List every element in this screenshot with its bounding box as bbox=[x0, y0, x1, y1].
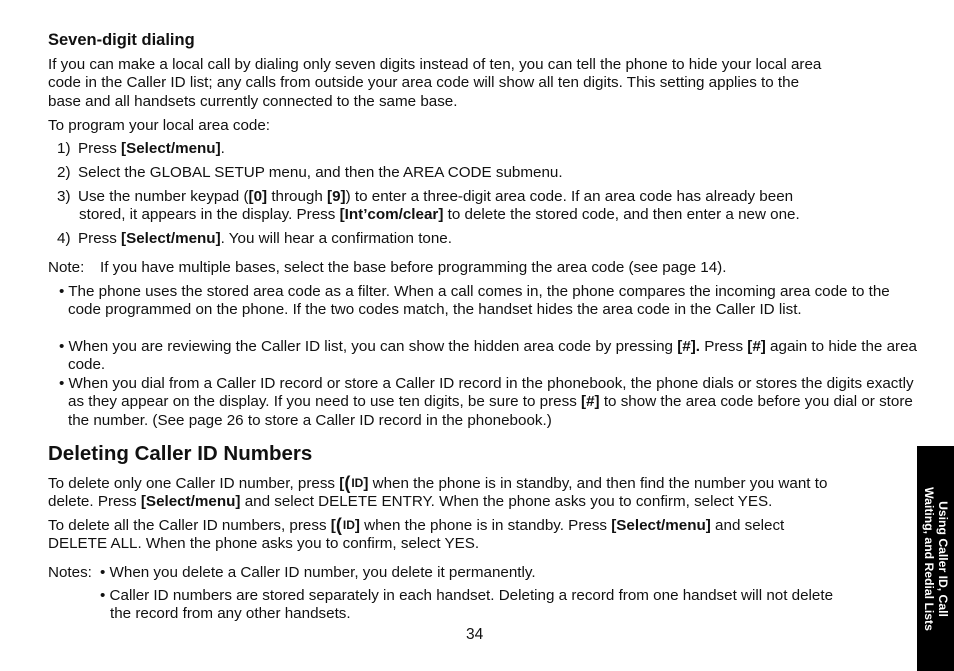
key-select-menu: [Select/menu] bbox=[121, 230, 221, 247]
step-number: 1) bbox=[57, 140, 71, 157]
note-label: Note: bbox=[48, 259, 85, 276]
key-pound: [#] bbox=[747, 338, 766, 355]
section-heading-seven-digit: Seven-digit dialing bbox=[48, 31, 195, 49]
note-text: If you have multiple bases, select the base before programming the area code (see page 14). bbox=[100, 259, 727, 276]
step-2 bbox=[57, 164, 907, 182]
id-key-label: ID bbox=[342, 518, 355, 532]
bullet-text: Press bbox=[700, 338, 748, 355]
section-heading-deleting: Deleting Caller ID Numbers bbox=[48, 442, 313, 465]
intro-line: If you can make a local call by dialing only seven digits instead of ten, you can tell the phone to hide your local area bbox=[48, 56, 822, 73]
step-text: through bbox=[267, 188, 328, 205]
bullet-item bbox=[59, 375, 918, 430]
note-text: • When you delete a Caller ID number, you delete it permanently. bbox=[100, 564, 536, 581]
paragraph-text: To delete all the Caller ID numbers, press bbox=[48, 517, 331, 535]
step-1 bbox=[57, 140, 907, 158]
key-pound: [#]. bbox=[677, 338, 700, 355]
program-lead: To program your local area code: bbox=[48, 117, 271, 134]
bullet-text: again to hide the area code. bbox=[68, 338, 917, 374]
bullet-text: to show the area code before you dial or store the number. (See page 26 to store a Caller ID record in the phonebook.) bbox=[68, 393, 913, 429]
step-3 bbox=[57, 188, 907, 225]
bullet-item bbox=[59, 338, 918, 375]
id-key-label: ID bbox=[351, 476, 364, 490]
step-text: ) to enter a three-digit area code. If an area code has already been bbox=[345, 188, 794, 205]
paragraph-text: delete. Press bbox=[48, 493, 141, 511]
key-select-menu: [Select/menu] bbox=[121, 140, 221, 157]
paragraph-text: and select DELETE ENTRY. When the phone asks you to confirm, select YES. bbox=[240, 493, 773, 511]
step-text: stored, it appears in the display. Press bbox=[79, 206, 340, 224]
paragraph-text: when the phone is in standby, and then find the number you want to bbox=[368, 475, 828, 493]
side-tab-label bbox=[922, 487, 950, 631]
step-text: Press bbox=[78, 140, 122, 157]
key-0: [0] bbox=[248, 188, 268, 205]
key-select-menu: [Select/menu] bbox=[611, 517, 711, 535]
key-intcom-clear: [Int’com/clear] bbox=[339, 206, 444, 224]
paragraph-text: and select bbox=[710, 517, 785, 535]
notes-item-2 bbox=[100, 587, 910, 624]
paragraph-text: DELETE ALL. When the phone asks you to confirm, select YES. bbox=[48, 535, 480, 553]
note-text: the record from any other handsets. bbox=[110, 605, 351, 623]
step-text: to delete the stored code, and then enter a new one. bbox=[443, 206, 800, 224]
step-number: 2) bbox=[57, 164, 71, 181]
key-9: [9] bbox=[327, 188, 346, 205]
step-text: . You will hear a confirmation tone. bbox=[220, 230, 452, 247]
paragraph-text: To delete only one Caller ID number, press bbox=[48, 475, 340, 493]
intro-line: base and all handsets currently connected to the same base. bbox=[48, 92, 458, 110]
delete-all-paragraph: To delete all the Caller ID numbers, press [ ( ID ] when the phone is in standby. Press [Select/menu] and select DELETE ALL. When the phone asks you to confirm, select YES. bbox=[48, 515, 785, 553]
page-number: 34 bbox=[466, 626, 484, 643]
side-tab-line: Waiting, and Redial Lists bbox=[921, 486, 936, 631]
notes-label: Notes: bbox=[48, 564, 92, 581]
bullet-text: • When you dial from a Caller ID record or store a Caller ID record in the phonebook, the phone dials or stores the digits exactly as they appear on the display. If you need to use ten digits, be sure to press bbox=[59, 375, 914, 411]
step-4 bbox=[57, 230, 907, 248]
step-text: Select the GLOBAL SETUP menu, and then the AREA CODE submenu. bbox=[78, 164, 563, 181]
step-text: Use the number keypad ( bbox=[78, 188, 249, 205]
step-number: 3) bbox=[57, 188, 71, 205]
side-tab-line: Using Caller ID, Call bbox=[935, 500, 950, 617]
paragraph-text: when the phone is in standby. Press bbox=[359, 517, 612, 535]
chapter-side-tab bbox=[917, 446, 954, 671]
caller-id-key-icon: ( ID bbox=[344, 473, 364, 494]
note-text: • Caller ID numbers are stored separately in each handset. Deleting a record from one handset will not delete bbox=[100, 587, 834, 604]
step-number: 4) bbox=[57, 230, 71, 247]
bullet-item: • The phone uses the stored area code as a filter. When a call comes in, the phone compares the incoming area code to the code programmed on the phone. If the two codes match, the handset hides the area code in the Caller ID list. bbox=[59, 283, 890, 319]
step-3-continuation bbox=[57, 206, 907, 224]
step-text: Press bbox=[78, 230, 122, 247]
notes bbox=[48, 564, 910, 582]
intro-line: code in the Caller ID list; any calls from outside your area code will show all ten digits. This setting applies to the bbox=[48, 74, 800, 92]
bullet-text: • When you are reviewing the Caller ID list, you can show the hidden area code by pressing bbox=[59, 338, 678, 355]
intro-paragraph bbox=[48, 56, 910, 111]
key-pound: [#] bbox=[581, 393, 600, 411]
note bbox=[48, 259, 910, 277]
delete-one-paragraph: To delete only one Caller ID number, press [ ( ID ] when the phone is in standby, and then find the number you want to delete. Press [Select/menu] and select DELETE ENTRY. When the phone asks you to confirm, select YES. bbox=[48, 473, 828, 511]
caller-id-key-icon: ( ID bbox=[335, 515, 355, 536]
key-select-menu: [Select/menu] bbox=[140, 493, 241, 511]
step-text: . bbox=[220, 140, 225, 157]
